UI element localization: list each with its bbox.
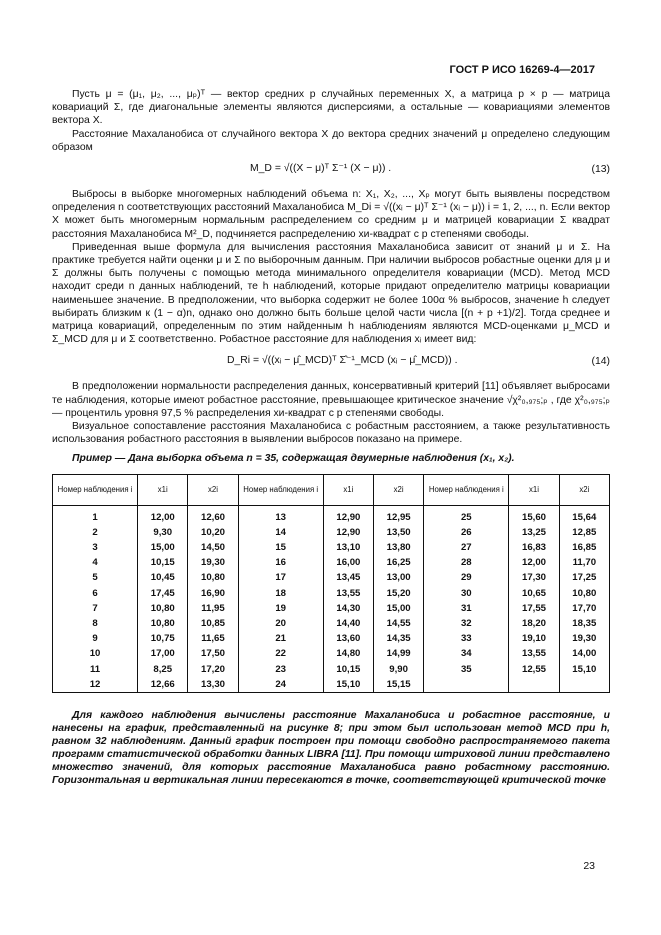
document-header: ГОСТ Р ИСО 16269-4—2017 xyxy=(449,64,595,76)
paragraph-2: Расстояние Махаланобиса от случайного вектора X до вектора средних значений μ определено следующим образом xyxy=(52,128,610,153)
table-cell: 17 xyxy=(238,570,323,585)
table-cell: 16,00 xyxy=(323,555,373,570)
table-row xyxy=(53,570,610,585)
table-cell: 25 xyxy=(424,505,509,525)
table-cell: 26 xyxy=(424,525,509,540)
paragraph-5: В предположении нормальности распределения данных, консервативный критерий [11] объявляет выбросами те наблюдения, которые имеют робастное расстояние, превышающее критическое значение √χ²₀,₉₇₅;ₚ , где χ²₀,₉₇₅;ₚ — процентиль уровня 97,5 % распределения хи-квадрат с p степенями свободы. xyxy=(52,381,610,419)
col-header-obs-3: Номер наблюдения i xyxy=(424,474,509,505)
paragraph-6: Визуальное сопоставление расстояния Махаланобиса с робастным расстоянием, а также результативность использования робастного расстояния в выявлении выбросов показано на примере. xyxy=(52,421,610,446)
table-cell: 22 xyxy=(238,646,323,661)
table-cell: 13,55 xyxy=(509,646,559,661)
paragraph-4: Приведенная выше формула для вычисления расстояния Махаланобиса зависит от знаний μ и Σ. На практике требуется найти оценки μ и Σ по выборочным данным. При наличии выбросов робастные оценки для μ и Σ должны быть получены с помощью метода минимального определителя ковариации (MCD). Метод MCD находит среди n данных наблюдений, те h наблюдений, которые придают определителю матрицы ковариации наименьшее значение. В предположении, что выборка содержит не более 100α % выбросов, значение h следует выбирать близким к (1 − α)n, однако оно должно быть больше целой части числа [(n + p +1)/2]. Тогда среднее и матрица ковариаций, определенным по этим найденным h наблюдениям являются MCD-оценками μ_MCD и Σ_MCD для μ и Σ соответственно. Робастное расстояние для наблюдения xᵢ имеет вид: xyxy=(52,241,610,346)
table-cell: 12,66 xyxy=(138,677,188,693)
table-cell: 11 xyxy=(53,662,138,677)
table-cell: 34 xyxy=(424,646,509,661)
table-cell: 1 xyxy=(53,505,138,525)
table-cell: 14,55 xyxy=(374,616,424,631)
table-cell: 31 xyxy=(424,601,509,616)
table-cell: 12,85 xyxy=(559,525,609,540)
table-cell: 27 xyxy=(424,540,509,555)
table-cell: 14,30 xyxy=(323,601,373,616)
table-cell: 12,00 xyxy=(509,555,559,570)
table-cell: 6 xyxy=(53,586,138,601)
table-cell: 9,30 xyxy=(138,525,188,540)
table-cell: 35 xyxy=(424,662,509,677)
table-cell: 9,90 xyxy=(374,662,424,677)
table-cell: 11,95 xyxy=(188,601,238,616)
table-cell: 18,20 xyxy=(509,616,559,631)
col-header-x2-1: x2i xyxy=(188,474,238,505)
table-cell: 19,30 xyxy=(559,631,609,646)
table-cell: 32 xyxy=(424,616,509,631)
table-cell: 17,00 xyxy=(138,646,188,661)
table-cell: 15,20 xyxy=(374,586,424,601)
table-cell: 15,00 xyxy=(138,540,188,555)
table-cell: 7 xyxy=(53,601,138,616)
table-cell: 12,60 xyxy=(188,505,238,525)
table-cell: 10,15 xyxy=(323,662,373,677)
table-cell: 16,83 xyxy=(509,540,559,555)
table-cell: 10,75 xyxy=(138,631,188,646)
table-cell: 10,80 xyxy=(188,570,238,585)
table-cell: 13 xyxy=(238,505,323,525)
table-row xyxy=(53,631,610,646)
table-cell: 13,10 xyxy=(323,540,373,555)
table-cell: 2 xyxy=(53,525,138,540)
table-cell: 16,85 xyxy=(559,540,609,555)
table-cell: 17,55 xyxy=(509,601,559,616)
table-cell: 10,20 xyxy=(188,525,238,540)
table-cell: 5 xyxy=(53,570,138,585)
table-cell: 28 xyxy=(424,555,509,570)
table-cell: 29 xyxy=(424,570,509,585)
table-cell: 13,80 xyxy=(374,540,424,555)
table-cell: 15,10 xyxy=(559,662,609,677)
formula-14-expression: D_Ri = √((xᵢ − μ̂_MCD)ᵀ Σ̂⁻¹_MCD (xᵢ − μ̂_MCD)) . xyxy=(227,355,458,367)
table-cell: 13,25 xyxy=(509,525,559,540)
paragraph-3: Выбросы в выборке многомерных наблюдений объема n: X₁, X₂, ..., Xₚ могут быть выявлены посредством определения n соответствующих расстояний Махаланобиса M_Di = √((xᵢ − μ)ᵀ Σ⁻¹ (xᵢ − μ)) i = 1, 2, ..., n. Если вектор X может быть многомерным нормальным распределением со средним μ и матрицей ковариации Σ квадрат расстояния Махаланобиса M²_D, подчиняется распределению хи-квадрат с p степенями свободы. xyxy=(52,189,610,240)
table-cell: 12,00 xyxy=(138,505,188,525)
table-cell: 18,35 xyxy=(559,616,609,631)
table-cell: 19 xyxy=(238,601,323,616)
table-cell: 15,15 xyxy=(374,677,424,693)
paragraph-1: Пусть μ = (μ₁, μ₂, ..., μₚ)ᵀ — вектор средних p случайных переменных X, а матрица p × p — матрица ковариаций Σ, где диагональные элементы являются дисперсиями, а остальные — ковариациями элементов вектора X. xyxy=(52,89,610,127)
table-row xyxy=(53,646,610,661)
table-cell: 21 xyxy=(238,631,323,646)
table-cell: 15,60 xyxy=(509,505,559,525)
table-row xyxy=(53,540,610,555)
table-row xyxy=(53,601,610,616)
table-cell: 10 xyxy=(53,646,138,661)
formula-14 xyxy=(52,348,610,376)
table-header-row xyxy=(53,474,610,505)
table-cell: 12,90 xyxy=(323,505,373,525)
col-header-x1-2: x1i xyxy=(323,474,373,505)
table-cell: 15,10 xyxy=(323,677,373,693)
table-cell: 13,50 xyxy=(374,525,424,540)
table-cell: 14,80 xyxy=(323,646,373,661)
table-row xyxy=(53,616,610,631)
table-cell: 17,70 xyxy=(559,601,609,616)
table-cell: 19,10 xyxy=(509,631,559,646)
table-body xyxy=(53,505,610,692)
table-cell: 33 xyxy=(424,631,509,646)
table-row xyxy=(53,505,610,525)
col-header-obs-2: Номер наблюдения i xyxy=(238,474,323,505)
table-cell: 12,95 xyxy=(374,505,424,525)
table-cell: 15 xyxy=(238,540,323,555)
table-cell: 14 xyxy=(238,525,323,540)
table-cell: 13,00 xyxy=(374,570,424,585)
col-header-x1-1: x1i xyxy=(138,474,188,505)
table-cell: 8 xyxy=(53,616,138,631)
table-row xyxy=(53,555,610,570)
table-cell: 10,80 xyxy=(138,616,188,631)
table-row xyxy=(53,586,610,601)
table-cell: 16,25 xyxy=(374,555,424,570)
table-cell: 20 xyxy=(238,616,323,631)
col-header-x2-3: x2i xyxy=(559,474,609,505)
table-cell: 13,60 xyxy=(323,631,373,646)
table-cell: 10,80 xyxy=(138,601,188,616)
table-cell: 18 xyxy=(238,586,323,601)
table-cell: 14,00 xyxy=(559,646,609,661)
table-cell: 12 xyxy=(53,677,138,693)
table-row xyxy=(53,525,610,540)
table-cell: 10,85 xyxy=(188,616,238,631)
table-cell: 14,40 xyxy=(323,616,373,631)
table-cell: 4 xyxy=(53,555,138,570)
table-cell: 13,45 xyxy=(323,570,373,585)
table-cell: 17,30 xyxy=(509,570,559,585)
table-cell: 13,30 xyxy=(188,677,238,693)
table-cell: 24 xyxy=(238,677,323,693)
table-cell: 17,50 xyxy=(188,646,238,661)
table-cell xyxy=(559,677,609,693)
formula-13 xyxy=(52,156,610,184)
observations-table xyxy=(52,474,610,693)
figure-note: Для каждого наблюдения вычислены расстояние Махаланобиса и робастное расстояние, и нанесены на график, представленный на рисунке 8; при этом был использован метод MCD при h, равном 32 наблюдениям. Данный график построен при помощи свободно распространяемого пакета программ статистической обработки данных LIBRA [11]. При помощи штриховой линии представлено множество значений, для которых расстояние Махаланобиса равно робастному расстоянию. Горизонтальная и вертикальная линии пересекаются в точке, соответствующей критической точке xyxy=(52,709,610,786)
col-header-x1-3: x1i xyxy=(509,474,559,505)
table-cell: 14,35 xyxy=(374,631,424,646)
table-cell: 17,45 xyxy=(138,586,188,601)
table-cell: 14,99 xyxy=(374,646,424,661)
table-cell: 10,80 xyxy=(559,586,609,601)
table-cell: 30 xyxy=(424,586,509,601)
formula-14-number: (14) xyxy=(591,356,610,368)
col-header-obs-1: Номер наблюдения i xyxy=(53,474,138,505)
table-cell: 15,64 xyxy=(559,505,609,525)
table-cell: 9 xyxy=(53,631,138,646)
table-row xyxy=(53,662,610,677)
page-content xyxy=(52,88,610,787)
table-cell: 8,25 xyxy=(138,662,188,677)
example-caption: Пример — Дана выборка объема n = 35, содержащая двумерные наблюдения (x₁, x₂). xyxy=(72,453,515,465)
table-cell: 3 xyxy=(53,540,138,555)
table-cell: 17,25 xyxy=(559,570,609,585)
table-cell: 10,45 xyxy=(138,570,188,585)
table-cell: 14,50 xyxy=(188,540,238,555)
table-cell xyxy=(424,677,509,693)
table-cell: 11,70 xyxy=(559,555,609,570)
table-row xyxy=(53,677,610,693)
table-cell: 12,55 xyxy=(509,662,559,677)
table-cell: 16,90 xyxy=(188,586,238,601)
table-cell: 10,65 xyxy=(509,586,559,601)
table-cell: 13,55 xyxy=(323,586,373,601)
table-cell: 12,90 xyxy=(323,525,373,540)
table-cell xyxy=(509,677,559,693)
table-cell: 11,65 xyxy=(188,631,238,646)
table-cell: 16 xyxy=(238,555,323,570)
formula-13-expression: M_D = √((X − μ)ᵀ Σ⁻¹ (X − μ)) . xyxy=(250,163,392,175)
table-cell: 19,30 xyxy=(188,555,238,570)
table-cell: 23 xyxy=(238,662,323,677)
table-cell: 15,00 xyxy=(374,601,424,616)
formula-13-number: (13) xyxy=(591,164,610,176)
table-cell: 10,15 xyxy=(138,555,188,570)
page-number: 23 xyxy=(583,860,595,872)
col-header-x2-2: x2i xyxy=(374,474,424,505)
table-cell: 17,20 xyxy=(188,662,238,677)
